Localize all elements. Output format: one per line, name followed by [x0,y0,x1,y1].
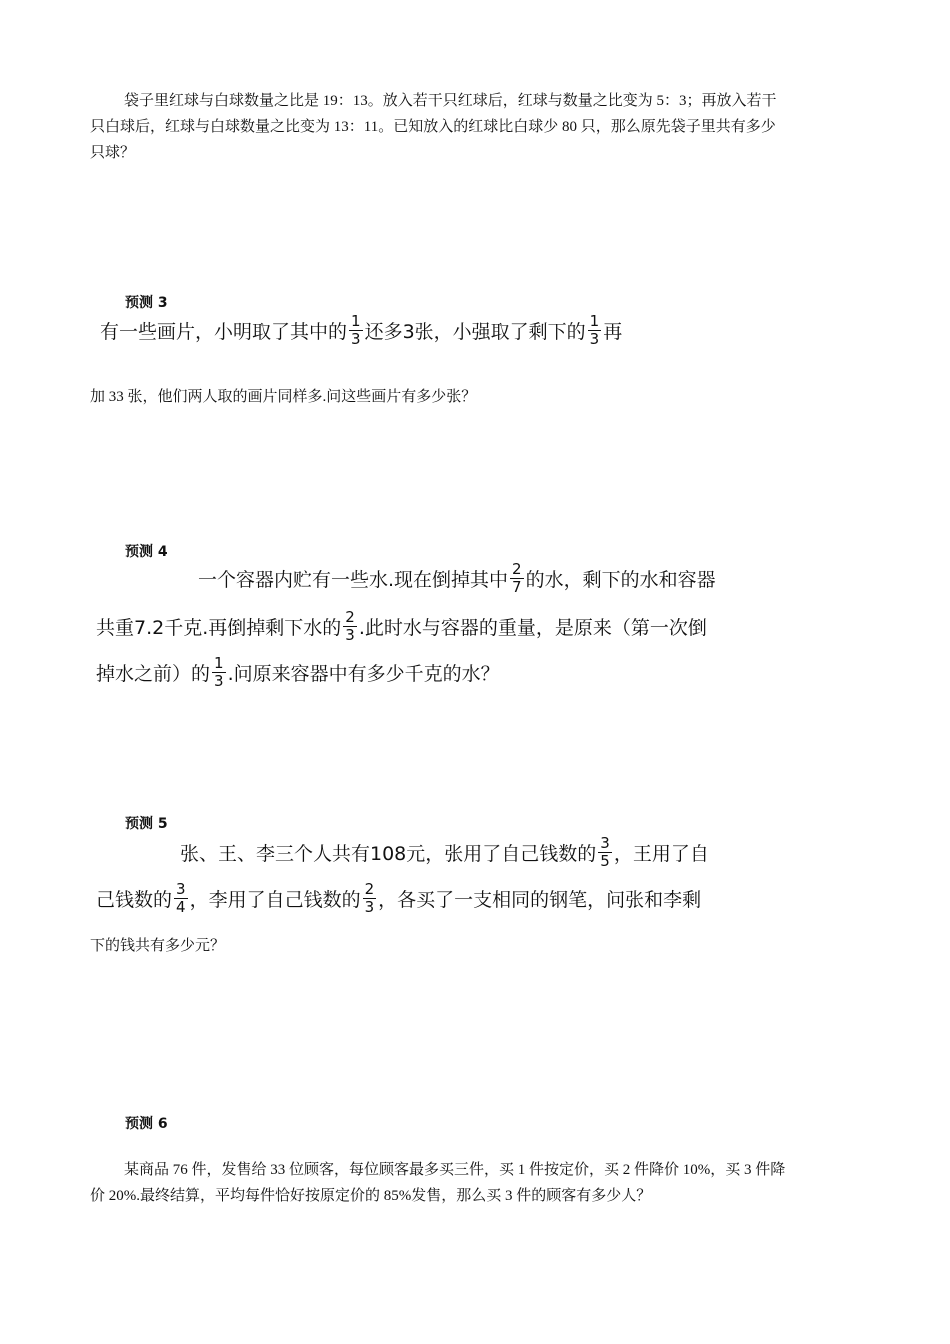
p5-l2-frac2-numerator: 2 [364,880,375,898]
p5-l2-text-3: ，各买了一支相同的钢笔，问张和李剩 [378,889,702,911]
p5-l2-fraction-2 [363,882,377,915]
p3-line-2: 加 33 张，他们两人取的画片同样多.问这些画片有多少张？ [90,389,477,405]
p3-frac1-denominator: 3 [351,330,361,348]
p4-l2-text-2: .此时水与容器的重量，是原来（第一次倒 [358,617,707,639]
heading-prediction-4: 预测 4 [125,544,168,560]
p4-l2-numerator: 2 [345,608,355,626]
p4-image-line-3 [96,656,500,689]
p4-l2-fraction [343,610,357,643]
p3-text-3: 再 [603,321,623,343]
p5-l2-frac2-denominator: 3 [364,898,375,916]
p5-l2-frac1-numerator: 3 [176,880,186,898]
p4-l3-fraction [212,656,226,689]
p4-l1-fraction [510,562,524,595]
p4-l2-denominator: 3 [345,626,355,644]
p3-image-line [100,314,622,347]
p4-l3-text-2: .问原来容器中有多少千克的水？ [227,663,500,685]
p5-l2-frac1-denominator: 4 [176,898,186,916]
p5-image-line-1 [180,836,709,869]
p3-fraction-2 [588,314,602,347]
p4-l1-text-2: 的水，剩下的水和容器 [525,569,716,591]
p4-image-line-2 [96,610,707,643]
p5-line-3: 下的钱共有多少元？ [90,938,226,954]
p4-l1-numerator: 2 [512,560,522,578]
p3-frac2-numerator: 1 [589,312,600,330]
p5-l2-fraction-1 [174,882,188,915]
p3-text-2: 还多3张，小强取了剩下的 [364,321,586,343]
heading-prediction-5: 预测 5 [125,816,168,832]
p5-l2-text-2: ，李用了自己钱数的 [189,889,361,911]
p3-frac2-denominator: 3 [589,330,600,348]
p4-l3-denominator: 3 [214,672,224,690]
heading-prediction-3: 预测 3 [125,295,168,311]
p3-text-1: 有一些画片，小明取了其中的 [100,321,348,343]
p6-line-2: 价 20%.最终结算，平均每件恰好按原定价的 85%发售，那么买 3 件的顾客有多少人？ [90,1188,652,1204]
p5-l1-text-2: ，王用了自 [613,843,709,865]
p5-l1-text-1: 张、王、李三个人共有108元，张用了自己钱数的 [180,843,597,865]
intro-line-3: 只球？ [90,145,136,161]
p5-l1-denominator: 5 [600,852,610,870]
p4-l1-denominator: 7 [512,578,522,596]
intro-line-2: 只白球后，红球与白球数量之比变为 13：11。已知放入的红球比白球少 80 只，那么原先袋子里共有多少 [90,119,776,135]
p4-l2-text-1: 共重7.2千克.再倒掉剩下水的 [96,617,342,639]
p5-l2-text-1: 己钱数的 [96,889,173,911]
p6-line-1: 某商品 76 件，发售给 33 位顾客，每位顾客最多买三件，买 1 件按定价，买 2 件降价 10%，买 3 件降 [124,1162,786,1178]
p5-image-line-2 [96,882,701,915]
p4-l3-text-1: 掉水之前）的 [96,663,211,685]
intro-line-1: 袋子里红球与白球数量之比是 19：13。放入若干只红球后，红球与数量之比变为 5：3；再放入若干 [124,93,777,109]
p4-l3-numerator: 1 [214,654,224,672]
p3-fraction-1 [349,314,363,347]
p5-l1-fraction [598,836,612,869]
p5-l1-numerator: 3 [600,834,610,852]
heading-prediction-6: 预测 6 [125,1116,168,1132]
p4-l1-text-1: 一个容器内贮有一些水.现在倒掉其中 [198,569,509,591]
p4-image-line-1 [198,562,716,595]
p3-frac1-numerator: 1 [351,312,361,330]
